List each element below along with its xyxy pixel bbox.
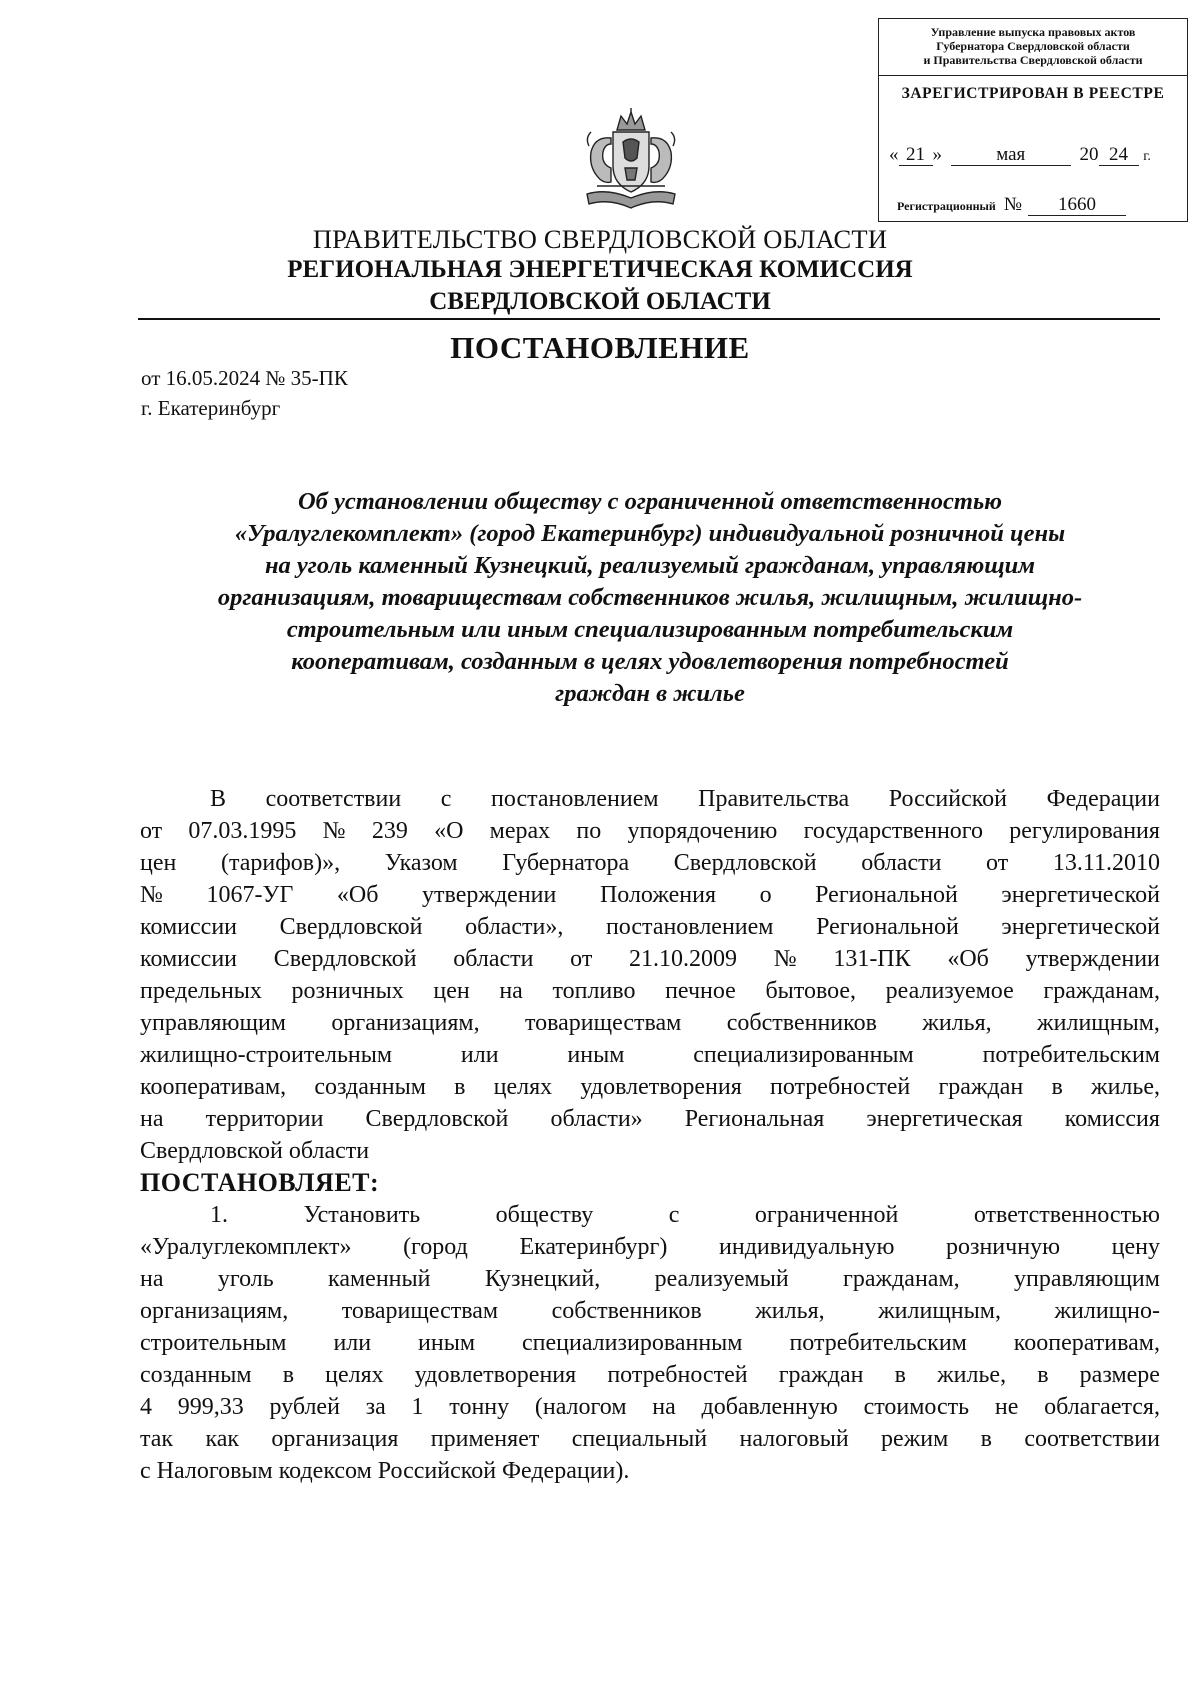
- preamble-line: [140, 1071, 1160, 1103]
- word: энергетической: [1001, 914, 1160, 940]
- stamp-reg-number: 1660: [1028, 195, 1126, 216]
- word: ответственностью: [973, 1202, 1160, 1228]
- word: иным: [418, 1330, 476, 1356]
- preamble-line: [140, 815, 1160, 847]
- word: жилья,: [755, 1298, 825, 1324]
- word: созданным: [140, 1362, 252, 1388]
- word: постановлением: [491, 786, 659, 812]
- word: (тарифов)»,: [220, 850, 341, 876]
- word: 1.: [210, 1202, 228, 1228]
- word: кооперативам,: [1013, 1330, 1160, 1356]
- word: постановлением: [605, 914, 774, 940]
- word: Федерации: [1046, 786, 1160, 812]
- item1-last-line: с Налоговым кодексом Российской Федерации).: [140, 1458, 630, 1484]
- stamp-date-month: мая: [951, 145, 1071, 166]
- word: специализированным: [693, 1042, 914, 1068]
- word: или: [460, 1042, 499, 1068]
- word: Свердловской: [673, 850, 817, 876]
- word: организация: [271, 1426, 399, 1452]
- word: граждан: [778, 1362, 864, 1388]
- item1-line: [140, 1359, 1160, 1391]
- word: топливо: [552, 978, 636, 1004]
- word: от: [570, 946, 593, 972]
- word: области: [453, 946, 534, 972]
- word: Кузнецкий,: [484, 1266, 601, 1292]
- title-line: граждан в жилье: [555, 680, 745, 707]
- word: В: [210, 786, 227, 812]
- word: добавленную: [701, 1394, 838, 1420]
- word: (город: [403, 1234, 468, 1260]
- word: собственников: [551, 1298, 702, 1324]
- preamble-line: [140, 783, 1160, 815]
- word: обществу: [495, 1202, 594, 1228]
- word: от: [140, 818, 163, 844]
- word: гражданам,: [843, 1266, 960, 1292]
- word: от: [986, 850, 1009, 876]
- item1-line: [140, 1231, 1160, 1263]
- word: печное: [665, 978, 736, 1004]
- word: на: [652, 1394, 676, 1420]
- title-line: организациям, товариществам собственников жилья, жилищным, жилищно-: [217, 584, 1083, 611]
- word: уголь: [217, 1266, 274, 1292]
- word: граждан: [938, 1074, 1024, 1100]
- word: 21.10.2009: [629, 946, 738, 972]
- stamp-date: [889, 144, 1151, 166]
- word: бытовое,: [765, 978, 857, 1004]
- word: в: [980, 1426, 992, 1452]
- word: каменный: [328, 1266, 431, 1292]
- stamp-date-year-suffix: 24: [1099, 145, 1139, 166]
- preamble-last-line: Свердловской области: [140, 1138, 370, 1164]
- word: территории: [205, 1106, 324, 1132]
- word: управляющим: [1013, 1266, 1160, 1292]
- document-title: [120, 486, 1180, 710]
- word: целях: [325, 1362, 384, 1388]
- word: 999,33: [177, 1394, 244, 1420]
- word: режим: [881, 1426, 949, 1452]
- title-line: кооперативам, созданным в целях удовлетворения потребностей: [291, 648, 1009, 675]
- word: жилья,: [922, 1010, 992, 1036]
- word: жилье,: [937, 1362, 1007, 1388]
- word: комиссия: [1064, 1106, 1160, 1132]
- word: товариществам: [524, 1010, 682, 1036]
- word: удовлетворения: [414, 1362, 577, 1388]
- commission-name-line2: СВЕРДЛОВСКОЙ ОБЛАСТИ: [429, 288, 771, 315]
- word: тонну: [449, 1394, 510, 1420]
- word: области»,: [465, 914, 564, 940]
- word: стоимость: [863, 1394, 970, 1420]
- word: организациям,: [331, 1010, 480, 1036]
- word: ограниченной: [754, 1202, 899, 1228]
- word: «О: [434, 818, 464, 844]
- word: цену: [1111, 1234, 1160, 1260]
- word: Правительства: [698, 786, 850, 812]
- word: о: [759, 882, 772, 908]
- word: жилищным,: [1037, 1010, 1160, 1036]
- document-city: г. Екатеринбург: [141, 396, 281, 420]
- word: предельных: [140, 978, 262, 1004]
- title-line: Об установлении обществу с ограниченной ответственностью: [297, 488, 1003, 515]
- word: утверждении: [422, 882, 557, 908]
- word: Региональной: [815, 882, 958, 908]
- word: 131-ПК: [833, 946, 911, 972]
- word: специальный: [571, 1426, 708, 1452]
- word: Губернатора: [502, 850, 630, 876]
- preamble-line: [140, 943, 1160, 975]
- word: Положения: [599, 882, 716, 908]
- word: на: [499, 978, 523, 1004]
- word: «Об: [336, 882, 379, 908]
- word: жилищно-строительным: [140, 1042, 393, 1068]
- item1-line: [140, 1327, 1160, 1359]
- document-date-number: от 16.05.2024 № 35-ПК: [141, 366, 348, 390]
- word: не: [994, 1394, 1019, 1420]
- word: с: [668, 1202, 680, 1228]
- preamble-line: [140, 975, 1160, 1007]
- word: Установить: [303, 1202, 421, 1228]
- word: (налогом: [534, 1394, 627, 1420]
- preamble-line: [140, 879, 1160, 911]
- header-divider: [138, 318, 1160, 320]
- word: «Об: [947, 946, 989, 972]
- word: жилье,: [1090, 1074, 1160, 1100]
- government-name: ПРАВИТЕЛЬСТВО СВЕРДЛОВСКОЙ ОБЛАСТИ: [312, 224, 888, 254]
- word: на: [140, 1266, 164, 1292]
- word: Указом: [384, 850, 458, 876]
- word: №: [322, 818, 346, 844]
- word: жилищно-: [1054, 1298, 1160, 1324]
- word: Свердловской: [365, 1106, 509, 1132]
- stamp-date-year-label: г.: [1143, 149, 1151, 164]
- document-type: ПОСТАНОВЛЕНИЕ: [450, 330, 750, 365]
- stamp-date-open-quote: «: [889, 144, 899, 165]
- word: 239: [371, 818, 408, 844]
- word: целях: [493, 1074, 553, 1100]
- word: в: [1037, 1362, 1049, 1388]
- item1-line: [140, 1199, 1160, 1231]
- word: индивидуальную: [719, 1234, 895, 1260]
- word: Екатеринбург): [519, 1234, 668, 1260]
- word: жилищным,: [878, 1298, 1001, 1324]
- stamp-date-year-prefix: 20: [1079, 144, 1099, 165]
- word: энергетической: [1001, 882, 1160, 908]
- word: в: [894, 1362, 906, 1388]
- word: так: [140, 1426, 174, 1452]
- word: в: [454, 1074, 466, 1100]
- word: комиссии: [140, 946, 238, 972]
- stamp-date-close-quote: »: [932, 144, 942, 165]
- word: на: [140, 1106, 164, 1132]
- word: по: [576, 818, 602, 844]
- word: утверждении: [1025, 946, 1160, 972]
- word: Свердловской: [279, 914, 423, 940]
- word: цен: [140, 850, 177, 876]
- word: соответствии: [265, 786, 402, 812]
- document-body: [140, 783, 1160, 1487]
- title-line: «Уралуглекомплект» (город Екатеринбург) индивидуальной розничной цены: [234, 520, 1066, 547]
- word: реализуемое: [885, 978, 1014, 1004]
- stamp-header: [879, 19, 1187, 76]
- word: государственного: [803, 818, 984, 844]
- title-line: на уголь каменный Кузнецкий, реализуемый гражданам, управляющим: [264, 552, 1036, 579]
- word: 07.03.1995: [188, 818, 297, 844]
- word: Свердловской: [273, 946, 417, 972]
- stamp-reg-no-sign: №: [1003, 194, 1022, 215]
- stamp-header-line: Губернатора Свердловской области: [936, 39, 1130, 53]
- resolves-heading: ПОСТАНОВЛЯЕТ:: [140, 1168, 380, 1197]
- word: упорядочению: [627, 818, 778, 844]
- word: соответствии: [1024, 1426, 1160, 1452]
- word: №: [140, 882, 163, 908]
- word: 1067-УГ: [206, 882, 294, 908]
- word: реализуемый: [654, 1266, 789, 1292]
- word: области»: [550, 1106, 643, 1132]
- item1-line: [140, 1423, 1160, 1455]
- word: строительным: [140, 1330, 287, 1356]
- word: иным: [567, 1042, 625, 1068]
- word: организациям,: [140, 1298, 289, 1324]
- word: в: [1051, 1074, 1063, 1100]
- preamble-line: [140, 911, 1160, 943]
- word: потребностей: [607, 1362, 748, 1388]
- word: энергетическая: [866, 1106, 1023, 1132]
- word: собственников: [726, 1010, 877, 1036]
- word: созданным: [314, 1074, 426, 1100]
- word: Региональной: [816, 914, 959, 940]
- preamble-line: [140, 1007, 1160, 1039]
- word: или: [333, 1330, 372, 1356]
- word: 1: [411, 1394, 424, 1420]
- word: облагается,: [1044, 1394, 1160, 1420]
- word: размере: [1079, 1362, 1160, 1388]
- word: управляющим: [140, 1010, 286, 1036]
- stamp-reg-label: Регистрационный: [897, 199, 996, 213]
- word: удовлетворения: [580, 1074, 742, 1100]
- word: области: [861, 850, 942, 876]
- word: специализированным: [521, 1330, 743, 1356]
- stamp-date-day: 21: [899, 145, 933, 166]
- word: в: [282, 1362, 295, 1388]
- word: розничных: [291, 978, 404, 1004]
- preamble-line: [140, 1039, 1160, 1071]
- registration-stamp: [878, 18, 1188, 222]
- stamp-header-line: Управление выпуска правовых актов: [930, 25, 1136, 39]
- word: как: [205, 1426, 240, 1452]
- word: товариществам: [341, 1298, 499, 1324]
- item1-line: [140, 1295, 1160, 1327]
- item1-line: [140, 1263, 1160, 1295]
- word: 13.11.2010: [1052, 850, 1160, 876]
- word: гражданам,: [1043, 978, 1160, 1004]
- word: «Уралуглекомплект»: [140, 1234, 352, 1260]
- word: потребительским: [982, 1042, 1160, 1068]
- stamp-header-line: и Правительства Свердловской области: [923, 53, 1143, 67]
- word: цен: [433, 978, 470, 1004]
- word: 4: [140, 1394, 152, 1420]
- item1-line: [140, 1391, 1160, 1423]
- word: потребностей: [769, 1074, 911, 1100]
- word: рублей: [269, 1394, 340, 1420]
- word: потребительским: [789, 1330, 967, 1356]
- preamble-line: [140, 847, 1160, 879]
- commission-name-line1: РЕГИОНАЛЬНАЯ ЭНЕРГЕТИЧЕСКАЯ КОМИССИЯ: [287, 256, 913, 283]
- title-line: строительным или иным специализированным потребительским: [286, 616, 1014, 643]
- word: с: [440, 786, 452, 812]
- word: Региональная: [684, 1106, 825, 1132]
- word: регулирования: [1009, 818, 1160, 844]
- coat-of-arms-icon: [577, 108, 685, 212]
- word: за: [365, 1394, 386, 1420]
- word: №: [773, 946, 797, 972]
- word: налоговый: [739, 1426, 849, 1452]
- word: Российской: [888, 786, 1008, 812]
- word: комиссии: [140, 914, 238, 940]
- word: розничную: [945, 1234, 1060, 1260]
- word: мерах: [489, 818, 551, 844]
- word: применяет: [430, 1426, 540, 1452]
- preamble-line: [140, 1103, 1160, 1135]
- word: кооперативам,: [140, 1074, 287, 1100]
- stamp-registration-number: [897, 194, 1126, 216]
- stamp-registered-label: ЗАРЕГИСТРИРОВАН В РЕЕСТРЕ: [901, 85, 1165, 102]
